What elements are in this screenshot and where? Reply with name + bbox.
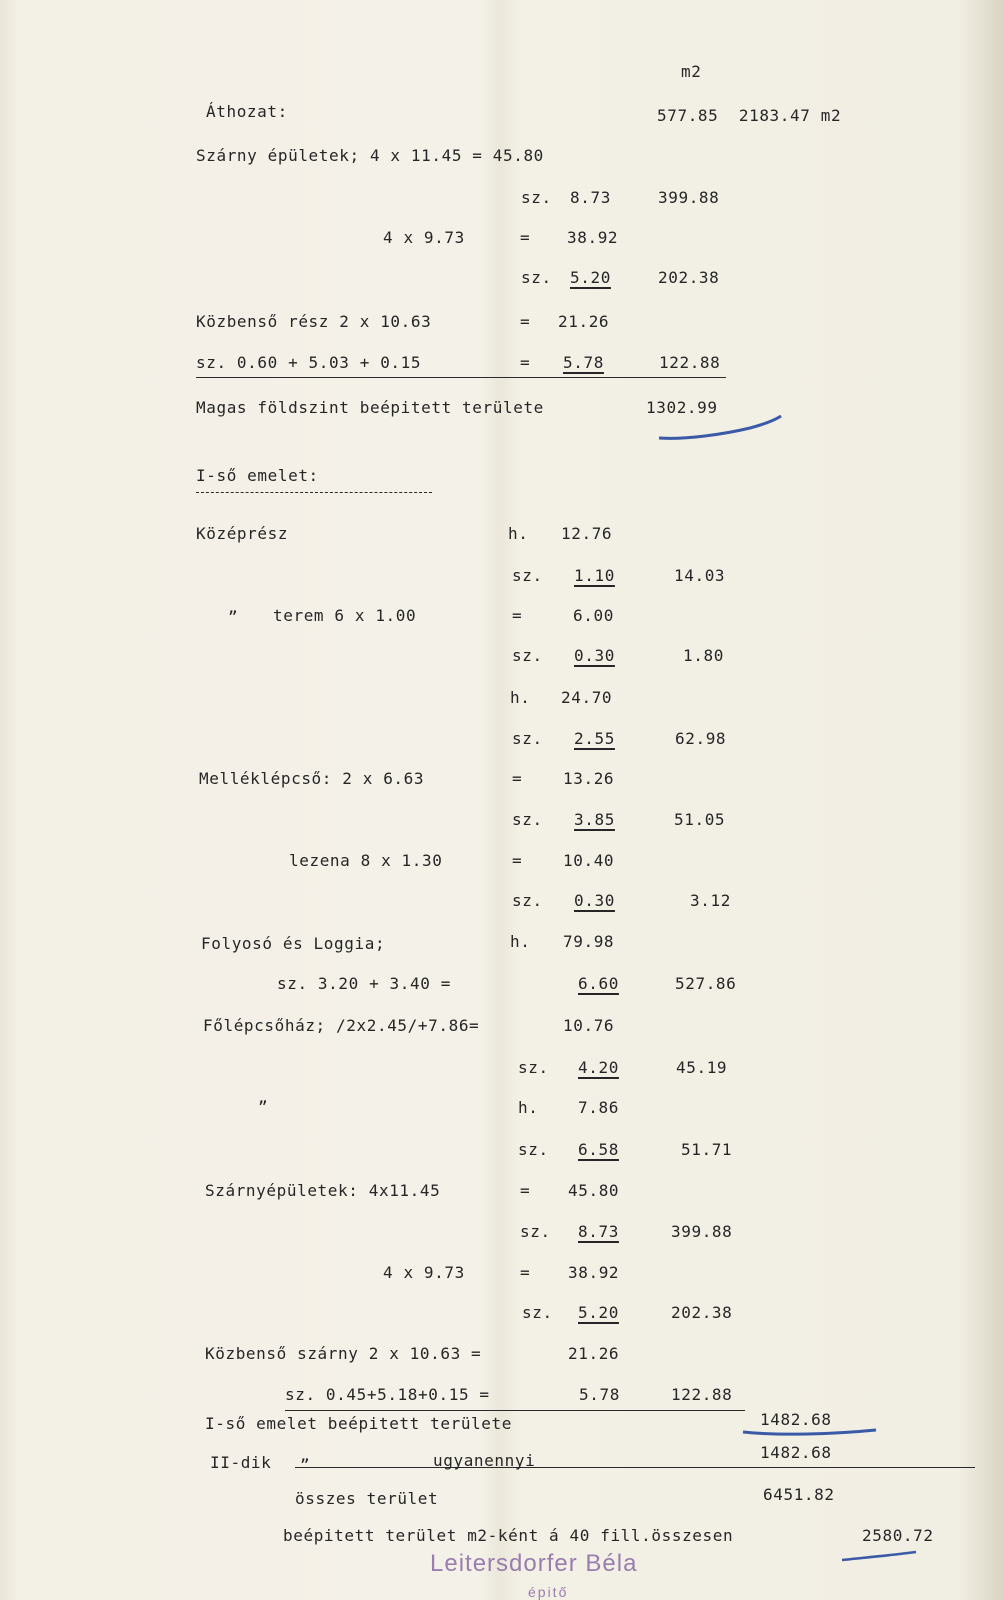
folyoso-h-value: 79.98 <box>563 932 615 951</box>
first-total-rule <box>285 1410 745 1411</box>
terem-eq: = <box>512 606 523 625</box>
szarny2-sz-label: sz. <box>522 1303 553 1322</box>
folyoso-sz: sz. 3.20 + 3.40 = <box>277 974 451 993</box>
ground-kozbenso-sz-value: 5.78 <box>563 353 604 372</box>
sz2-value: 2.55 <box>574 729 615 748</box>
osszes-value: 6451.82 <box>763 1485 835 1504</box>
pen-mark-icon <box>840 1548 920 1566</box>
first-total-value: 1482.68 <box>760 1410 832 1429</box>
kozepresz-result: 14.03 <box>674 566 726 585</box>
ground-szarny-sz-label: sz. <box>521 188 552 207</box>
lezena-sz-value: 0.30 <box>574 891 615 910</box>
ground-szarny2-value: 38.92 <box>567 228 619 247</box>
folepcso-sz-value: 4.20 <box>578 1058 619 1077</box>
ground-szarny2-sz-value: 5.20 <box>570 268 611 287</box>
folyoso-label: Folyosó és Loggia; <box>201 934 386 953</box>
lezena-result: 3.12 <box>690 891 731 910</box>
mellek-sz-label: sz. <box>512 810 543 829</box>
mellek-result: 51.05 <box>674 810 726 829</box>
mellek-eq: = <box>512 769 523 788</box>
ditto-mark-2: „ <box>258 1088 269 1107</box>
unit-label: m2 <box>681 62 702 81</box>
athozat-label: Áthozat: <box>206 102 288 121</box>
szarny-value: 45.80 <box>568 1181 620 1200</box>
osszes-label: összes terület <box>295 1489 439 1508</box>
szarny-sz-label: sz. <box>520 1222 551 1241</box>
folepcso-h-label: h. <box>518 1098 539 1117</box>
first-floor-heading: I-ső emelet: <box>196 466 319 485</box>
folepcso-result2: 51.71 <box>681 1140 733 1159</box>
kozbenso-szarny-label: Közbenső szárny 2 x 10.63 = <box>205 1344 482 1363</box>
result2: 62.98 <box>675 729 727 748</box>
lezena-label: lezena 8 x 1.30 <box>289 851 443 870</box>
ground-kozbenso-sz: sz. 0.60 + 5.03 + 0.15 <box>196 353 422 372</box>
szarny-result: 399.88 <box>671 1222 733 1241</box>
terem-label: terem 6 x 1.00 <box>273 606 417 625</box>
ground-total-rule <box>196 377 726 378</box>
lezena-value: 10.40 <box>563 851 615 870</box>
kozepresz-sz-value: 1.10 <box>574 566 615 585</box>
mellek-label: Melléklépcső: 2 x 6.63 <box>199 769 425 788</box>
ground-total-label: Magas földszint beépitett területe <box>196 398 544 417</box>
first-total-label: I-ső emelet beépitett területe <box>205 1414 512 1433</box>
ground-szarny2-line: 4 x 9.73 <box>383 228 465 247</box>
second-floor-rule <box>295 1467 975 1468</box>
lezena-eq: = <box>512 851 523 870</box>
h2-value: 24.70 <box>561 688 613 707</box>
second-floor-value: 1482.68 <box>760 1443 832 1462</box>
lezena-sz-label: sz. <box>512 891 543 910</box>
szarny2-label: 4 x 9.73 <box>383 1263 465 1282</box>
terem-result: 1.80 <box>683 646 724 665</box>
szarny-label: Szárnyépületek: 4x11.45 <box>205 1181 441 1200</box>
stamp-name: Leitersdorfer Béla <box>430 1550 638 1577</box>
final-label: beépitett terület m2-ként á 40 fill.összesen <box>283 1526 734 1545</box>
terem-sz-value: 0.30 <box>574 646 615 665</box>
szarny2-eq: = <box>520 1263 531 1282</box>
ditto-mark: „ <box>228 598 239 617</box>
second-floor-label: II-dik <box>210 1453 272 1472</box>
terem-value: 6.00 <box>573 606 614 625</box>
ground-kozbenso-sz-result: 122.88 <box>659 353 721 372</box>
szarny2-sz-value: 5.20 <box>578 1303 619 1322</box>
kozepresz-sz-label: sz. <box>512 566 543 585</box>
kozepresz-h-label: h. <box>508 524 529 543</box>
folepcso-h-value: 7.86 <box>578 1098 619 1117</box>
final-value: 2580.72 <box>862 1526 934 1545</box>
ground-szarny-sz-value: 8.73 <box>570 188 611 207</box>
ground-kozbenso-eq: = <box>520 312 531 331</box>
szarny2-result: 202.38 <box>671 1303 733 1322</box>
ground-szarny2-eq: = <box>520 228 531 247</box>
ground-szarny-result: 399.88 <box>658 188 720 207</box>
folepcso-sz2-value: 6.58 <box>578 1140 619 1159</box>
mellek-value: 13.26 <box>563 769 615 788</box>
ground-kozbenso-line: Közbenső rész 2 x 10.63 <box>196 312 432 331</box>
heading-underline <box>196 492 432 493</box>
mellek-sz-value: 3.85 <box>574 810 615 829</box>
terem-sz-label: sz. <box>512 646 543 665</box>
szarny-eq: = <box>520 1181 531 1200</box>
ground-kozbenso-sz-eq: = <box>520 353 531 372</box>
second-ditto: „ <box>300 1446 311 1465</box>
folyoso-h-label: h. <box>510 932 531 951</box>
folepcso-sz-label: sz. <box>518 1058 549 1077</box>
ground-szarny2-sz-label: sz. <box>521 268 552 287</box>
folyoso-sz-value: 6.60 <box>578 974 619 993</box>
folepcso-value: 10.76 <box>563 1016 615 1035</box>
kozbenso-szarny-result: 122.88 <box>671 1385 733 1404</box>
stamp-title: épitő <box>528 1584 569 1600</box>
kozbenso-szarny-value: 21.26 <box>568 1344 620 1363</box>
ground-szarny-line: Szárny épületek; 4 x 11.45 = 45.80 <box>196 146 544 165</box>
blue-underline-icon <box>740 1422 880 1442</box>
blue-pen-stroke-icon <box>655 410 785 444</box>
ground-total-value: 1302.99 <box>646 398 718 417</box>
athozat-values: 577.85 2183.47 m2 <box>657 106 842 125</box>
ground-szarny2-result: 202.38 <box>658 268 720 287</box>
second-floor-text: ugyanennyi <box>433 1451 536 1470</box>
h2-label: h. <box>510 688 531 707</box>
kozepresz-h-value: 12.76 <box>561 524 613 543</box>
folepcso-result: 45.19 <box>676 1058 728 1077</box>
folepcso-sz2-label: sz. <box>518 1140 549 1159</box>
kozepresz-label: Középrész <box>196 524 289 543</box>
sz2-label: sz. <box>512 729 543 748</box>
kozbenso-szarny-sz-value: 5.78 <box>579 1385 620 1404</box>
ground-kozbenso-value: 21.26 <box>558 312 610 331</box>
szarny-sz-value: 8.73 <box>578 1222 619 1241</box>
folepcso-label: Főlépcsőház; /2x2.45/+7.86= <box>203 1016 480 1035</box>
szarny2-value: 38.92 <box>568 1263 620 1282</box>
kozbenso-szarny-sz: sz. 0.45+5.18+0.15 = <box>285 1385 490 1404</box>
folyoso-result: 527.86 <box>675 974 737 993</box>
